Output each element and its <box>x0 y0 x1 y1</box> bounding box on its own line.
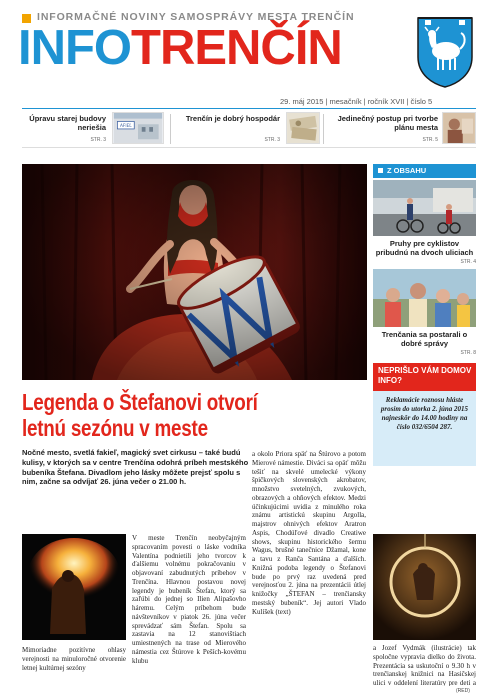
sidebar-item-1-page: STR. 4 <box>460 259 476 265</box>
teaser-bottom-divider <box>22 147 476 148</box>
article-signature: (RED) <box>456 688 470 694</box>
hero-photo-drummer <box>22 164 367 380</box>
teaser-2-page: STR. 3 <box>264 137 280 143</box>
teaser-1-page: STR. 3 <box>90 137 106 143</box>
article-column-1: V meste Trenčín neobyčajným spracovaním povesti o láske vodníka Valentína podnietili jeho tvorcov k ďalšiemu volnému pokračovaniu v objavovaní zabudnutých príbehov v Trenčína. Hlavnou postavou novej legendy je bubeník Štefan, ktorý sa zaľúbi do jednej so Ilien Alipašovho háremu. Celým príbehom bude návštevníkov v piatok 26. júna večer sprevádzať sám Štefan. Spolu sa zastavia na 12 stanovištiach umiestnených na trase od Mierového námestia cez Štúrove k Peších-kovému klubu <box>132 534 246 665</box>
title-info: INFO <box>18 21 132 75</box>
delivery-notice-heading: NEPRIŠLO VÁM DOMOV INFO? <box>378 366 472 385</box>
headline-line-2: letnú sezónu v meste <box>22 415 208 442</box>
teaser-2-photo <box>286 112 320 144</box>
sidebar-item-2-caption[interactable]: Trenčania sa postarali o dobré správy <box>381 330 468 349</box>
fire-photo-caption: Mimoriadne pozitívne ohlasy verejnosti na minuloročné otvorenie letnej kultúrnej sezóny <box>22 646 126 672</box>
masthead-divider <box>22 108 476 109</box>
teaser-separator <box>170 114 171 144</box>
masthead-title <box>18 21 342 75</box>
teaser-separator <box>323 114 324 144</box>
teaser-1-photo <box>112 112 164 144</box>
teaser-3[interactable] <box>330 112 476 146</box>
fire-performer-photo <box>22 534 126 640</box>
teaser-3-page: STR. 5 <box>422 137 438 143</box>
sidebar-item-1-caption[interactable]: Pruhy pre cyklistov pribudnú na dvoch uliciach <box>375 239 474 258</box>
acrobat-ring-photo <box>373 534 476 640</box>
sidebar-heading <box>373 164 476 178</box>
title-trencin: TRENČÍN <box>131 21 342 75</box>
square-bullet-icon <box>378 168 383 173</box>
delivery-notice-box <box>373 363 476 466</box>
delivery-notice-header <box>373 363 476 391</box>
teaser-1-title: Úpravu starej budovy neriešia <box>29 114 106 132</box>
article-lead: Nočné mesto, svetlá fakieľ, magický svet cirkusu – také budú kulisy, v ktorých sa v centre Trenčína odohrá príbeh mestského bubeníka Štefana. Divadlom jeho lásky môžete prejsť spolu s nim, začne sa odvíjať 26. júna večer o 21.00 h. <box>22 448 249 487</box>
issue-line: 29. máj 2015 | mesačník | ročník XVII | číslo 5 <box>280 97 433 106</box>
sidebar-photo-cyclists <box>373 180 476 236</box>
teaser-1[interactable] <box>22 112 166 146</box>
headline-line-1: Legenda o Štefanovi otvorí <box>22 389 258 415</box>
teaser-2[interactable] <box>176 112 320 146</box>
sidebar-photo-children <box>373 269 476 327</box>
teaser-1-sign-text: AFIEĽ <box>120 123 132 129</box>
article-headline <box>22 389 307 442</box>
coat-of-arms-icon <box>415 15 475 89</box>
sidebar-heading-text: Z OBSAHU <box>387 166 427 175</box>
article-column-3: a Jozef Vydmák (ilustrácie) tak spoločne vypravia dielko do života. Prezentácia sa uskutoční o 9.30 h v trenčianskej knižnici na Hasičskej ulici v oddelení literatúry pre deti a <box>373 644 476 686</box>
delivery-notice-body: Reklamácie roznosu hláste prosím do utorka 2. júna 2015 najneskôr do 14.00 hodiny na číslo 032/6504 287. <box>380 396 469 432</box>
sidebar-item-2-page: STR. 8 <box>460 350 476 356</box>
masthead-kicker: INFORMAČNÉ NOVINY SAMOSPRÁVY MESTA TRENČÍN <box>37 11 355 23</box>
teaser-3-photo <box>442 112 476 144</box>
teaser-3-title: Jedinečný postup pri tvorbe plánu mesta <box>337 114 438 132</box>
article-column-2: a okolo Priora späť na Štúrovo a potom Mierové námestie. Diváci sa opäť môžu tešiť na skvelé umelecké výkony špičkových slovenských akrobatov, množstvo svetelných, zvukových, obrazových a ohňových efektov. Medzi účinkujúcimi uvidia z minulého roka známu artistickú skupinu Argolla, majstrov ohnivých efektov Aratron Aspis, Chodúľové divadlo Creatiwe shows, skupinu historického šermu Wagus, brušné tanečnice Džamal, kone a tavu z Ranča Santána a ďalších. Knižná podoba legendy o Štefanovi bude po prvý raz uvedená pred verejnosťou 2. júna na prezentácii útlej knižočky „ŠTEFAN – trenčiansky mestský bubeník“. Jej autori Vlado Kulíšek (text) <box>252 450 366 616</box>
teaser-2-title: Trenčín je dobrý hospodár <box>185 114 280 123</box>
